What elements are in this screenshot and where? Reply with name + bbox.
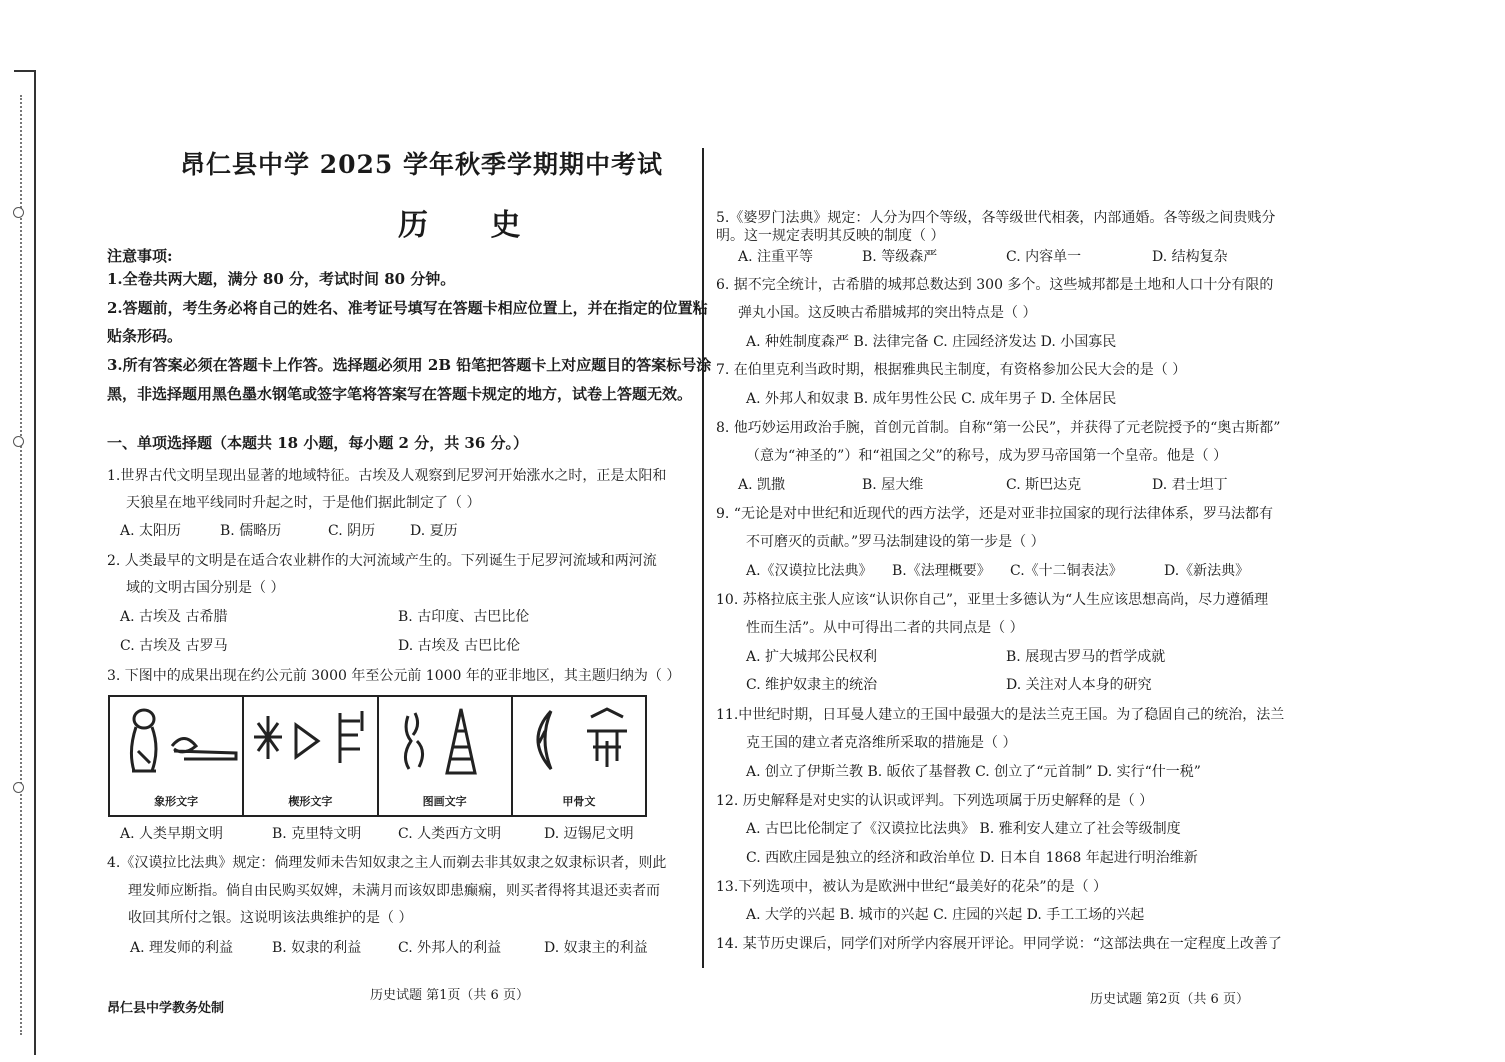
- ancient-scripts-figure: [108, 695, 647, 817]
- figure-label: 楔形文字: [288, 795, 333, 808]
- note-item: 3.所有答案必须在答题卡上作答。选择题必须用 2B 铅笔把答题卡上对应题目的答案标号涂: [107, 356, 712, 374]
- question-text: 收回其所付之银。这说明该法典维护的是（ ）: [128, 910, 413, 926]
- option: D. 夏历: [410, 523, 458, 539]
- question-text: 天狼星在地平线同时升起之时，于是他们据此制定了（ ）: [126, 495, 481, 511]
- option: C. 外邦人的利益: [398, 940, 502, 956]
- question-text: 理发师应断指。倘自由民购买奴婢，未满月而该奴即患癫痫，则买者得将其退还卖者而: [128, 883, 660, 899]
- question-text: 2. 人类最早的文明是在适合农业耕作的大河流域产生的。下列诞生于尼罗河流域和两河流: [107, 553, 657, 569]
- option: C. 人类西方文明: [398, 826, 502, 842]
- column-divider: [702, 148, 704, 968]
- option: A. 古埃及 古希腊: [120, 609, 228, 625]
- page-number: 历史试题 第1页（共 6 页）: [370, 988, 529, 1003]
- question-text: 6. 据不完全统计，古希腊的城邦总数达到 300 多个。这些城邦都是土地和人口十分有限的: [716, 277, 1274, 293]
- figure-label: 甲骨文: [562, 795, 596, 808]
- option: C. 斯巴达克: [1006, 477, 1082, 493]
- question-text: （意为“神圣的”）和“祖国之父”的称号，成为罗马帝国第一个皇帝。他是（ ）: [746, 448, 1228, 464]
- option: C. 阴历: [328, 523, 376, 539]
- option: B. 展现古罗马的哲学成就: [1006, 649, 1166, 665]
- question-text: 1.世界古代文明呈现出显著的地域特征。古埃及人观察到尼罗河开始涨水之时，正是太阳和: [107, 468, 667, 484]
- binding-hole: [13, 782, 24, 793]
- pictograph-image: [383, 701, 508, 781]
- option: C. 古埃及 古罗马: [120, 638, 228, 654]
- figure-label: 图画文字: [422, 795, 467, 808]
- question-text: 5.《婆罗门法典》规定：人分为四个等级，各等级世代相袭，内部通婚。各等级之间贵贱分: [716, 210, 1276, 226]
- option: C.《十二铜表法》: [1010, 563, 1123, 579]
- option: B. 等级森严: [862, 249, 938, 265]
- note-item: 黑，非选择题用黑色墨水钢笔或签字笔将答案写在答题卡规定的地方，试卷上答题无效。: [107, 385, 693, 403]
- option: B.《法理概要》: [892, 563, 991, 579]
- question-text: 4.《汉谟拉比法典》规定：倘理发师未告知奴隶之主人而剃去非其奴隶之奴隶标识者，则此: [107, 855, 667, 871]
- option: A. 理发师的利益: [130, 940, 234, 956]
- option: B. 克里特文明: [272, 826, 362, 842]
- option: D. 关注对人本身的研究: [1006, 677, 1152, 693]
- exam-title: 昂仁县中学 2025 学年秋季学期期中考试: [180, 150, 663, 179]
- question-text: 12. 历史解释是对史实的认识或评判。下列选项属于历史解释的是（ ）: [716, 793, 1154, 809]
- option: B. 屋大维: [862, 477, 924, 493]
- note-item: 2.答题前，考生务必将自己的姓名、准考证号填写在答题卡相应位置上，并在指定的位置粘: [107, 299, 708, 317]
- option: D. 迈锡尼文明: [544, 826, 634, 842]
- option: A. 人类早期文明: [120, 826, 224, 842]
- note-item: 贴条形码。: [107, 327, 183, 345]
- subject-title: 历 史: [398, 208, 547, 243]
- question-text: 性而生活”。从中可得出二者的共同点是（ ）: [746, 620, 1024, 636]
- binding-hole: [13, 207, 24, 218]
- question-text: 明。这一规定表明其反映的制度（ ）: [716, 228, 945, 244]
- hieroglyph-image: [114, 701, 239, 781]
- page-number: 历史试题 第2页（共 6 页）: [1090, 992, 1249, 1007]
- option: A. 太阳历: [120, 523, 182, 539]
- option-row: A. 种姓制度森严 B. 法律完备 C. 庄园经济发达 D. 小国寡民: [746, 334, 1117, 350]
- question-text: 克王国的建立者克洛维所采取的措施是（ ）: [746, 735, 1017, 751]
- cuneiform-image: [248, 701, 373, 781]
- option: B. 奴隶的利益: [272, 940, 362, 956]
- option: A. 凯撒: [738, 477, 786, 493]
- option-row: C. 西欧庄园是独立的经济和政治单位 D. 日本自 1868 年起进行明治维新: [746, 850, 1198, 866]
- option-row: A. 外邦人和奴隶 B. 成年男性公民 C. 成年男子 D. 全体居民: [746, 391, 1117, 407]
- figure-cell-hieroglyphs: [110, 697, 244, 815]
- question-text: 弹丸小国。这反映古希腊城邦的突出特点是（ ）: [738, 305, 1037, 321]
- margin-tick: [14, 70, 36, 72]
- option-row: A. 创立了伊斯兰教 B. 皈依了基督教 C. 创立了“元首制” D. 实行“什一税”: [746, 764, 1201, 780]
- option: B. 古印度、古巴比伦: [398, 609, 530, 625]
- option: C. 内容单一: [1006, 249, 1082, 265]
- question-text: 10. 苏格拉底主张人应该“认识你自己”，亚里士多德认为“人生应该思想高尚，尽力遵循理: [716, 592, 1269, 608]
- question-text: 8. 他巧妙运用政治手腕，首创元首制。自称“第一公民”，并获得了元老院授予的“奥古斯都”: [716, 420, 1281, 436]
- question-text: 9. “无论是对中世纪和近现代的西方法学，还是对亚非拉国家的现行法律体系，罗马法都有: [716, 506, 1273, 522]
- binding-margin-line: [34, 70, 36, 1055]
- figure-cell-oracle-bone: [513, 697, 645, 815]
- notes-heading: 注意事项:: [107, 247, 173, 265]
- option: D. 古埃及 古巴比伦: [398, 638, 521, 654]
- question-text: 域的文明古国分别是（ ）: [126, 580, 285, 596]
- note-item: 1.全卷共两大题，满分 80 分，考试时间 80 分钟。: [107, 270, 456, 288]
- oracle-bone-image: [517, 701, 642, 781]
- option-row: A. 古巴比伦制定了《汉谟拉比法典》 B. 雅利安人建立了社会等级制度: [746, 821, 1181, 837]
- option: A. 注重平等: [738, 249, 814, 265]
- option: D. 君士坦丁: [1152, 477, 1228, 493]
- question-text: 7. 在伯里克利当政时期，根据雅典民主制度，有资格参加公民大会的是（ ）: [716, 362, 1187, 378]
- binding-hole: [13, 436, 24, 447]
- section-heading: 一、单项选择题（本题共 18 小题，每小题 2 分，共 36 分。）: [107, 434, 529, 452]
- option-row: A. 大学的兴起 B. 城市的兴起 C. 庄园的兴起 D. 手工工场的兴起: [746, 907, 1145, 923]
- binding-dotted-line: [20, 95, 22, 1035]
- school-office: 昂仁县中学教务处制: [107, 1001, 225, 1016]
- question-text: 11.中世纪时期，日耳曼人建立的王国中最强大的是法兰克王国。为了稳固自己的统治，法兰: [716, 707, 1285, 723]
- figure-cell-pictographs: [379, 697, 513, 815]
- figure-cell-cuneiform: [244, 697, 378, 815]
- question-text: 14. 某节历史课后，同学们对所学内容展开评论。甲同学说：“这部法典在一定程度上改善了: [716, 936, 1282, 952]
- option: A.《汉谟拉比法典》: [746, 563, 873, 579]
- figure-label: 象形文字: [154, 795, 199, 808]
- question-text: 不可磨灭的贡献。”罗马法制建设的第一步是（ ）: [746, 534, 1045, 550]
- option: A. 扩大城邦公民权利: [746, 649, 878, 665]
- option: B. 儒略历: [220, 523, 282, 539]
- option: D. 奴隶主的利益: [544, 940, 648, 956]
- option: D. 结构复杂: [1152, 249, 1228, 265]
- option: D.《新法典》: [1164, 563, 1250, 579]
- question-text: 13.下列选项中，被认为是欧洲中世纪“最美好的花朵”的是（ ）: [716, 879, 1108, 895]
- option: C. 维护奴隶主的统治: [746, 677, 878, 693]
- question-text: 3. 下图中的成果出现在约公元前 3000 年至公元前 1000 年的亚非地区，其主题归纳为（ ）: [107, 668, 681, 684]
